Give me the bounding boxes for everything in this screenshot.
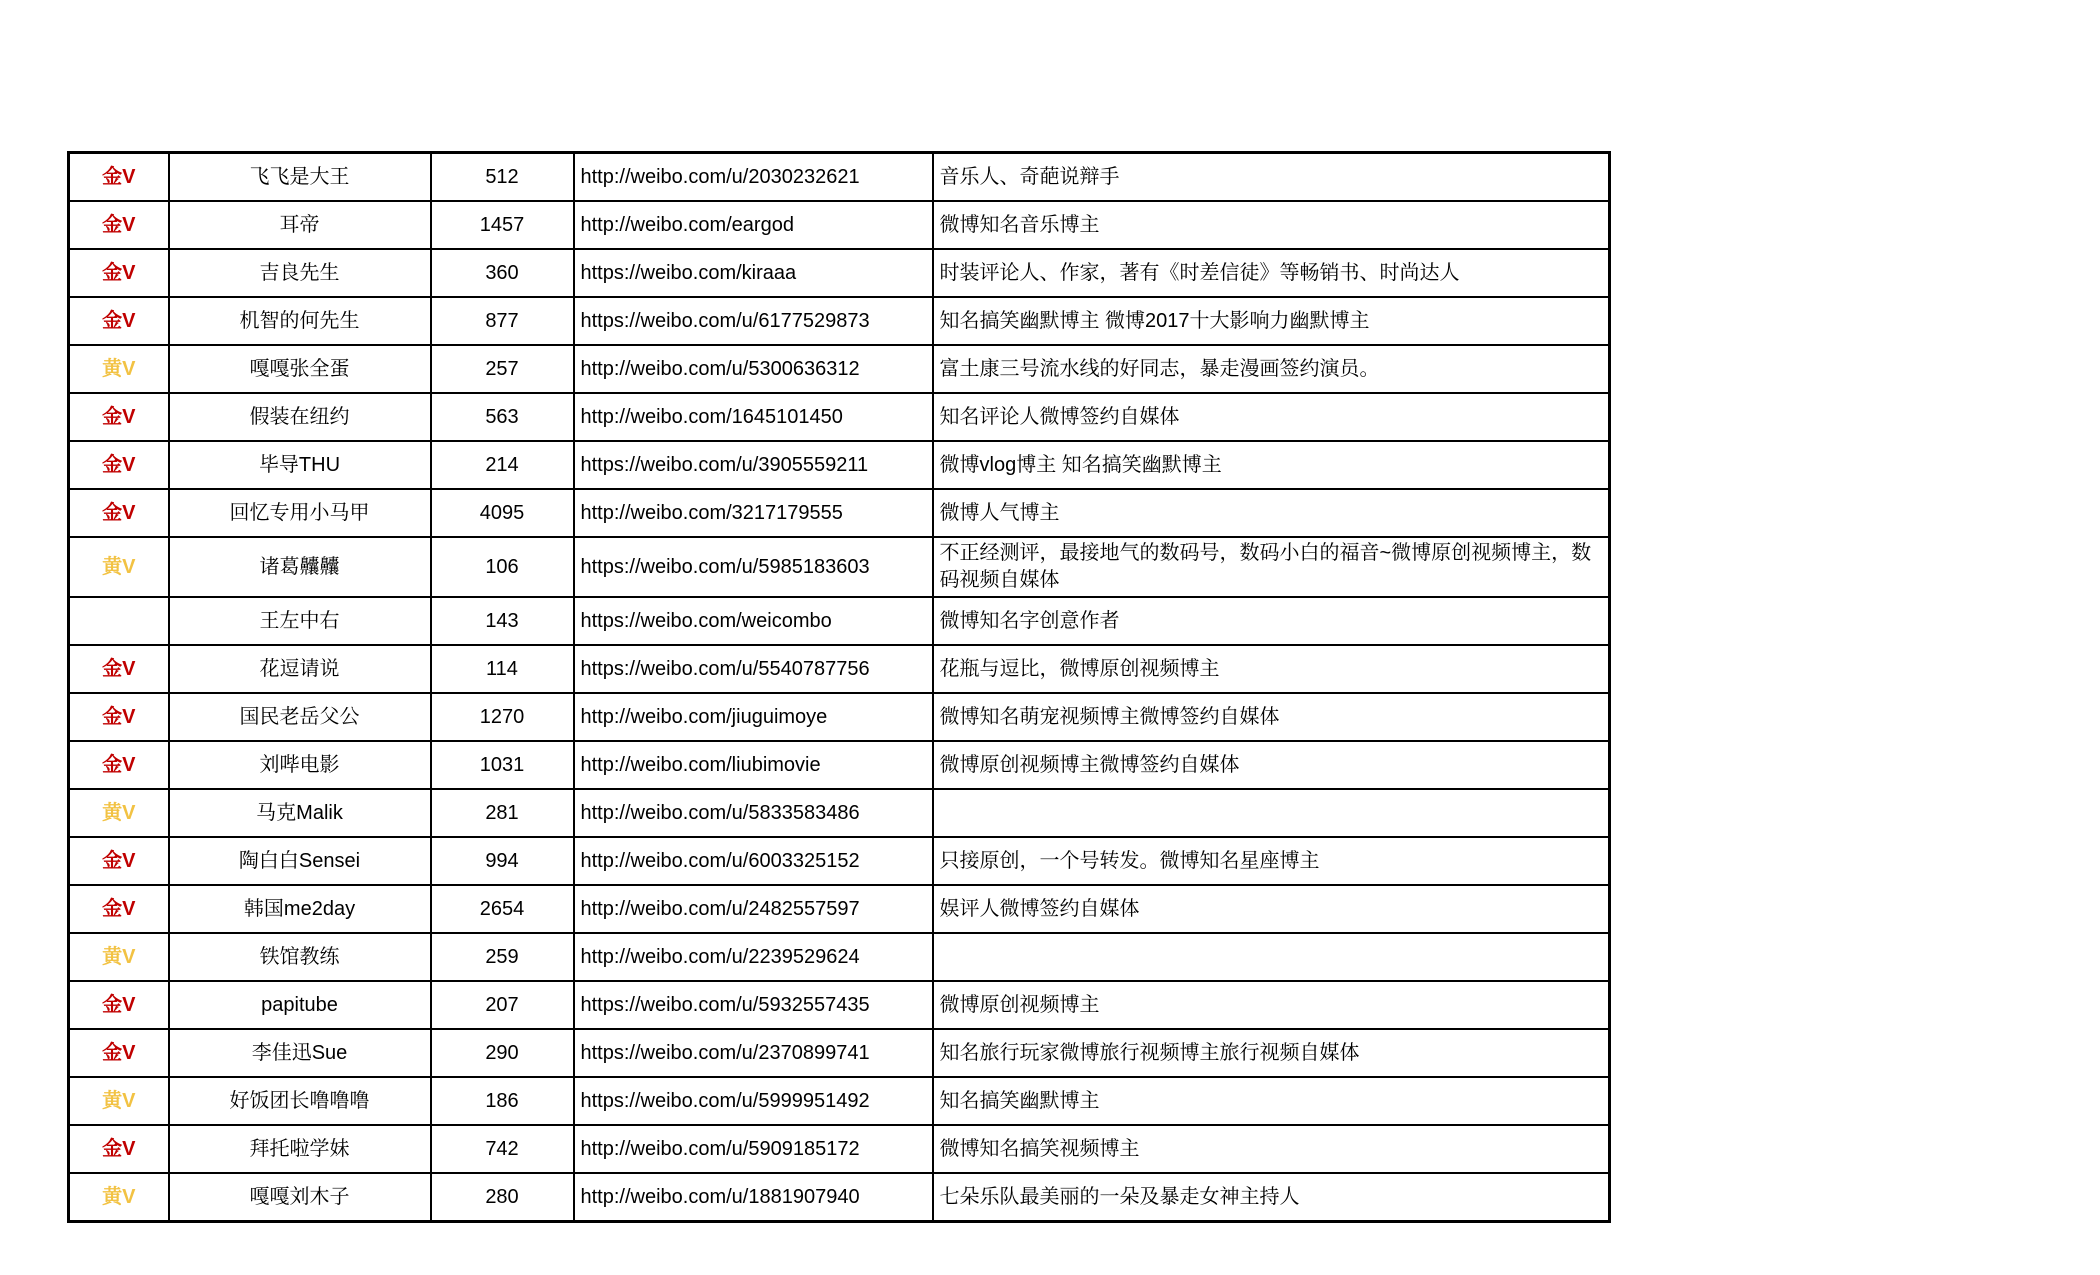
account-name: 好饭团长噜噜噜 (169, 1077, 431, 1125)
account-name: 假装在纽约 (169, 393, 431, 441)
table-body (69, 153, 1610, 1222)
verification-badge: 金V (69, 297, 169, 345)
account-description: 知名旅行玩家微博旅行视频博主旅行视频自媒体 (933, 1029, 1610, 1077)
account-description: 微博知名音乐博主 (933, 201, 1610, 249)
table-row (69, 741, 1610, 789)
count-value: 4095 (431, 489, 574, 537)
verification-badge: 金V (69, 1029, 169, 1077)
account-name: 毕导THU (169, 441, 431, 489)
table-row (69, 1173, 1610, 1222)
profile-url: http://weibo.com/u/2482557597 (574, 885, 933, 933)
verification-badge: 金V (69, 153, 169, 202)
profile-url: http://weibo.com/1645101450 (574, 393, 933, 441)
count-value: 2654 (431, 885, 574, 933)
verification-badge: 金V (69, 249, 169, 297)
profile-url: http://weibo.com/liubimovie (574, 741, 933, 789)
account-name: 诸葛齉齉 (169, 537, 431, 597)
account-description: 微博原创视频博主微博签约自媒体 (933, 741, 1610, 789)
profile-url: http://weibo.com/u/5833583486 (574, 789, 933, 837)
account-description: 微博知名字创意作者 (933, 597, 1610, 645)
profile-url: https://weibo.com/u/2370899741 (574, 1029, 933, 1077)
account-description: 不正经测评，最接地气的数码号，数码小白的福音~微博原创视频博主，数码视频自媒体 (933, 537, 1610, 597)
account-name: 李佳迅Sue (169, 1029, 431, 1077)
verification-badge: 黄V (69, 1173, 169, 1222)
table-row (69, 885, 1610, 933)
count-value: 207 (431, 981, 574, 1029)
table-row (69, 597, 1610, 645)
verification-badge: 金V (69, 741, 169, 789)
account-description: 知名评论人微博签约自媒体 (933, 393, 1610, 441)
account-description: 七朵乐队最美丽的一朵及暴走女神主持人 (933, 1173, 1610, 1222)
count-value: 114 (431, 645, 574, 693)
profile-url: https://weibo.com/u/6177529873 (574, 297, 933, 345)
count-value: 106 (431, 537, 574, 597)
account-name: 拜托啦学妹 (169, 1125, 431, 1173)
verification-badge: 黄V (69, 933, 169, 981)
account-description: 花瓶与逗比，微博原创视频博主 (933, 645, 1610, 693)
count-value: 563 (431, 393, 574, 441)
count-value: 186 (431, 1077, 574, 1125)
table-row (69, 1125, 1610, 1173)
verification-badge: 金V (69, 837, 169, 885)
table-row (69, 537, 1610, 597)
account-description: 微博vlog博主 知名搞笑幽默博主 (933, 441, 1610, 489)
count-value: 1270 (431, 693, 574, 741)
count-value: 512 (431, 153, 574, 202)
verification-badge: 金V (69, 693, 169, 741)
account-description: 富土康三号流水线的好同志，暴走漫画签约演员。 (933, 345, 1610, 393)
account-description: 微博知名搞笑视频博主 (933, 1125, 1610, 1173)
table-row (69, 489, 1610, 537)
verification-badge: 金V (69, 885, 169, 933)
account-description: 只接原创，一个号转发。微博知名星座博主 (933, 837, 1610, 885)
account-name: papitube (169, 981, 431, 1029)
profile-url: http://weibo.com/u/5300636312 (574, 345, 933, 393)
verification-badge: 金V (69, 981, 169, 1029)
count-value: 742 (431, 1125, 574, 1173)
profile-url: http://weibo.com/eargod (574, 201, 933, 249)
table-row (69, 297, 1610, 345)
table-row (69, 693, 1610, 741)
account-name: 花逗请说 (169, 645, 431, 693)
account-name: 国民老岳父公 (169, 693, 431, 741)
profile-url: http://weibo.com/u/1881907940 (574, 1173, 933, 1222)
table-row (69, 837, 1610, 885)
table-row (69, 441, 1610, 489)
account-description (933, 789, 1610, 837)
account-name: 王左中右 (169, 597, 431, 645)
account-description: 时装评论人、作家，著有《时差信徒》等畅销书、时尚达人 (933, 249, 1610, 297)
table-row (69, 1029, 1610, 1077)
account-name: 吉良先生 (169, 249, 431, 297)
account-name: 回忆专用小马甲 (169, 489, 431, 537)
table-row (69, 393, 1610, 441)
profile-url: https://weibo.com/u/5540787756 (574, 645, 933, 693)
count-value: 1457 (431, 201, 574, 249)
account-name: 韩国me2day (169, 885, 431, 933)
count-value: 214 (431, 441, 574, 489)
count-value: 280 (431, 1173, 574, 1222)
count-value: 281 (431, 789, 574, 837)
profile-url: https://weibo.com/u/5985183603 (574, 537, 933, 597)
account-description: 知名搞笑幽默博主 (933, 1077, 1610, 1125)
profile-url: https://weibo.com/kiraaa (574, 249, 933, 297)
profile-url: http://weibo.com/u/6003325152 (574, 837, 933, 885)
verification-badge: 金V (69, 645, 169, 693)
count-value: 257 (431, 345, 574, 393)
profile-url: http://weibo.com/u/2239529624 (574, 933, 933, 981)
profile-url: http://weibo.com/u/5909185172 (574, 1125, 933, 1173)
table-row (69, 153, 1610, 202)
account-name: 铁馆教练 (169, 933, 431, 981)
profile-url: https://weibo.com/u/5932557435 (574, 981, 933, 1029)
profile-url: https://weibo.com/u/5999951492 (574, 1077, 933, 1125)
count-value: 994 (431, 837, 574, 885)
verification-badge: 黄V (69, 1077, 169, 1125)
account-name: 嘎嘎刘木子 (169, 1173, 431, 1222)
table-row (69, 789, 1610, 837)
account-description: 微博人气博主 (933, 489, 1610, 537)
count-value: 290 (431, 1029, 574, 1077)
verification-badge: 黄V (69, 537, 169, 597)
profile-url: http://weibo.com/u/2030232621 (574, 153, 933, 202)
table-row (69, 645, 1610, 693)
count-value: 259 (431, 933, 574, 981)
account-name: 飞飞是大王 (169, 153, 431, 202)
count-value: 1031 (431, 741, 574, 789)
table-row (69, 981, 1610, 1029)
table-row (69, 1077, 1610, 1125)
verification-badge: 金V (69, 489, 169, 537)
account-description: 音乐人、奇葩说辩手 (933, 153, 1610, 202)
verification-badge: 金V (69, 201, 169, 249)
count-value: 143 (431, 597, 574, 645)
account-description (933, 933, 1610, 981)
weibo-accounts-table (67, 151, 1611, 1223)
verification-badge: 金V (69, 1125, 169, 1173)
account-name: 陶白白Sensei (169, 837, 431, 885)
account-name: 机智的何先生 (169, 297, 431, 345)
profile-url: https://weibo.com/u/3905559211 (574, 441, 933, 489)
account-name: 耳帝 (169, 201, 431, 249)
profile-url: https://weibo.com/weicombo (574, 597, 933, 645)
account-description: 知名搞笑幽默博主 微博2017十大影响力幽默博主 (933, 297, 1610, 345)
count-value: 360 (431, 249, 574, 297)
verification-badge: 金V (69, 441, 169, 489)
table-row (69, 933, 1610, 981)
count-value: 877 (431, 297, 574, 345)
verification-badge (69, 597, 169, 645)
table-row (69, 249, 1610, 297)
account-name: 马克Malik (169, 789, 431, 837)
account-name: 嘎嘎张全蛋 (169, 345, 431, 393)
verification-badge: 黄V (69, 789, 169, 837)
table-row (69, 345, 1610, 393)
profile-url: http://weibo.com/jiuguimoye (574, 693, 933, 741)
account-description: 微博知名萌宠视频博主微博签约自媒体 (933, 693, 1610, 741)
verification-badge: 金V (69, 393, 169, 441)
verification-badge: 黄V (69, 345, 169, 393)
account-description: 微博原创视频博主 (933, 981, 1610, 1029)
account-description: 娱评人微博签约自媒体 (933, 885, 1610, 933)
profile-url: http://weibo.com/3217179555 (574, 489, 933, 537)
account-name: 刘哔电影 (169, 741, 431, 789)
table-row (69, 201, 1610, 249)
